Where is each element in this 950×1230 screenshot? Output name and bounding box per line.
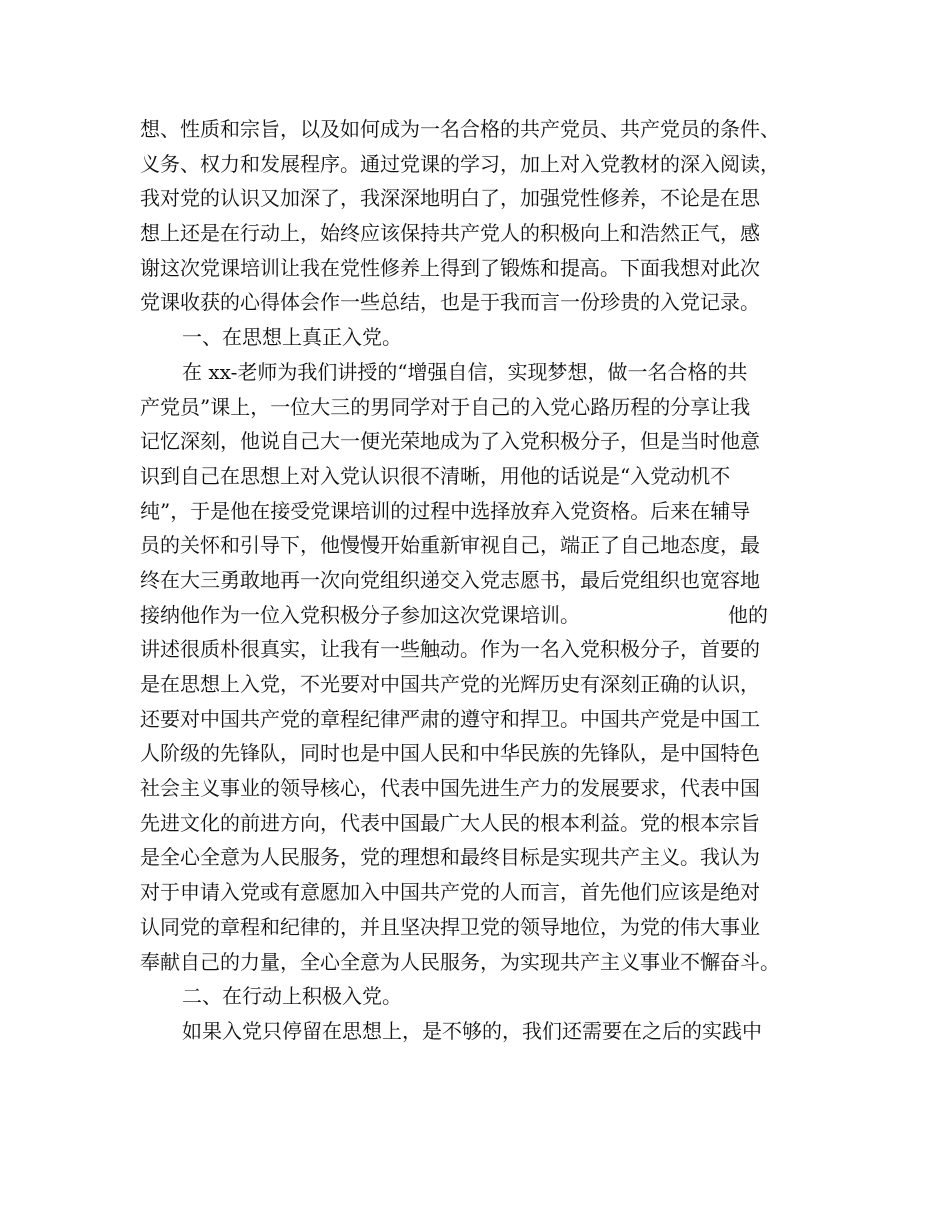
text-line: 我对党的认识又加深了，我深深地明白了，加强党性修养，不论是在思	[140, 186, 760, 211]
text-line-left: 接纳他作为一位入党积极分子参加这次党课培训。	[140, 602, 580, 627]
text-line: 义务、权力和发展程序。通过党课的学习，加上对入党教材的深入阅读，	[140, 151, 780, 176]
text-line: 在 xx-老师为我们讲授的“增强自信，实现梦想，做一名合格的共	[182, 359, 748, 384]
text-line: 党课收获的心得体会作一些总结，也是于我而言一份珍贵的入党记录。	[140, 290, 760, 315]
text-line-split	[140, 598, 840, 633]
text-line: 社会主义事业的领导核心，代表中国先进生产力的发展要求，代表中国	[140, 776, 760, 801]
text-line: 是全心全意为人民服务，党的理想和最终目标是实现共产主义。我认为	[140, 845, 760, 870]
text-line-right: 他的	[728, 602, 768, 627]
text-line: 终在大三勇敢地再一次向党组织递交入党志愿书，最后党组织也宽容地	[140, 567, 760, 592]
body-text	[140, 112, 840, 1049]
text-line: 认同党的章程和纪律的，并且坚决捍卫党的领导地位，为党的伟大事业	[140, 914, 760, 939]
text-line: 先进文化的前进方向，代表中国最广大人民的根本利益。党的根本宗旨	[140, 810, 760, 835]
section-heading-2: 二、在行动上积极入党。	[182, 984, 402, 1009]
text-line: 纯”，于是他在接受党课培训的过程中选择放弃入党资格。后来在辅导	[140, 498, 751, 523]
text-line: 是在思想上入党，不光要对中国共产党的光辉历史有深刻正确的认识，	[140, 672, 760, 696]
text-line: 对于申请入党或有意愿加入中国共产党的人而言，首先他们应该是绝对	[140, 880, 760, 905]
text-line: 产党员”课上，一位大三的男同学对于自己的入党心路历程的分享让我	[140, 394, 751, 419]
text-line: 奉献自己的力量，全心全意为人民服务，为实现共产主义事业不懈奋斗。	[140, 949, 780, 974]
text-line: 如果入党只停留在思想上，是不够的，我们还需要在之后的实践中	[182, 1018, 762, 1043]
text-line: 员的关怀和引导下，他慢慢开始重新审视自己，端正了自己地态度，最	[140, 533, 760, 558]
text-line: 想、性质和宗旨，以及如何成为一名合格的共产党员、共产党员的条件、	[140, 117, 780, 141]
text-line: 讲述很质朴很真实，让我有一些触动。作为一名入党积极分子，首要的	[140, 637, 760, 662]
text-line: 还要对中国共产党的章程纪律严肃的遵守和捍卫。中国共产党是中国工	[140, 706, 760, 731]
text-line: 谢这次党课培训让我在党性修养上得到了锻炼和提高。下面我想对此次	[140, 255, 760, 280]
text-line: 记忆深刻，他说自己大一便光荣地成为了入党积极分子，但是当时他意	[140, 429, 760, 454]
text-line: 想上还是在行动上，始终应该保持共产党人的积极向上和浩然正气，感	[140, 221, 760, 246]
text-line: 人阶级的先锋队，同时也是中国人民和中华民族的先锋队，是中国特色	[140, 741, 760, 766]
section-heading-1: 一、在思想上真正入党。	[182, 325, 402, 350]
text-line: 识到自己在思想上对入党认识很不清晰，用他的话说是“入党动机不	[140, 463, 731, 488]
